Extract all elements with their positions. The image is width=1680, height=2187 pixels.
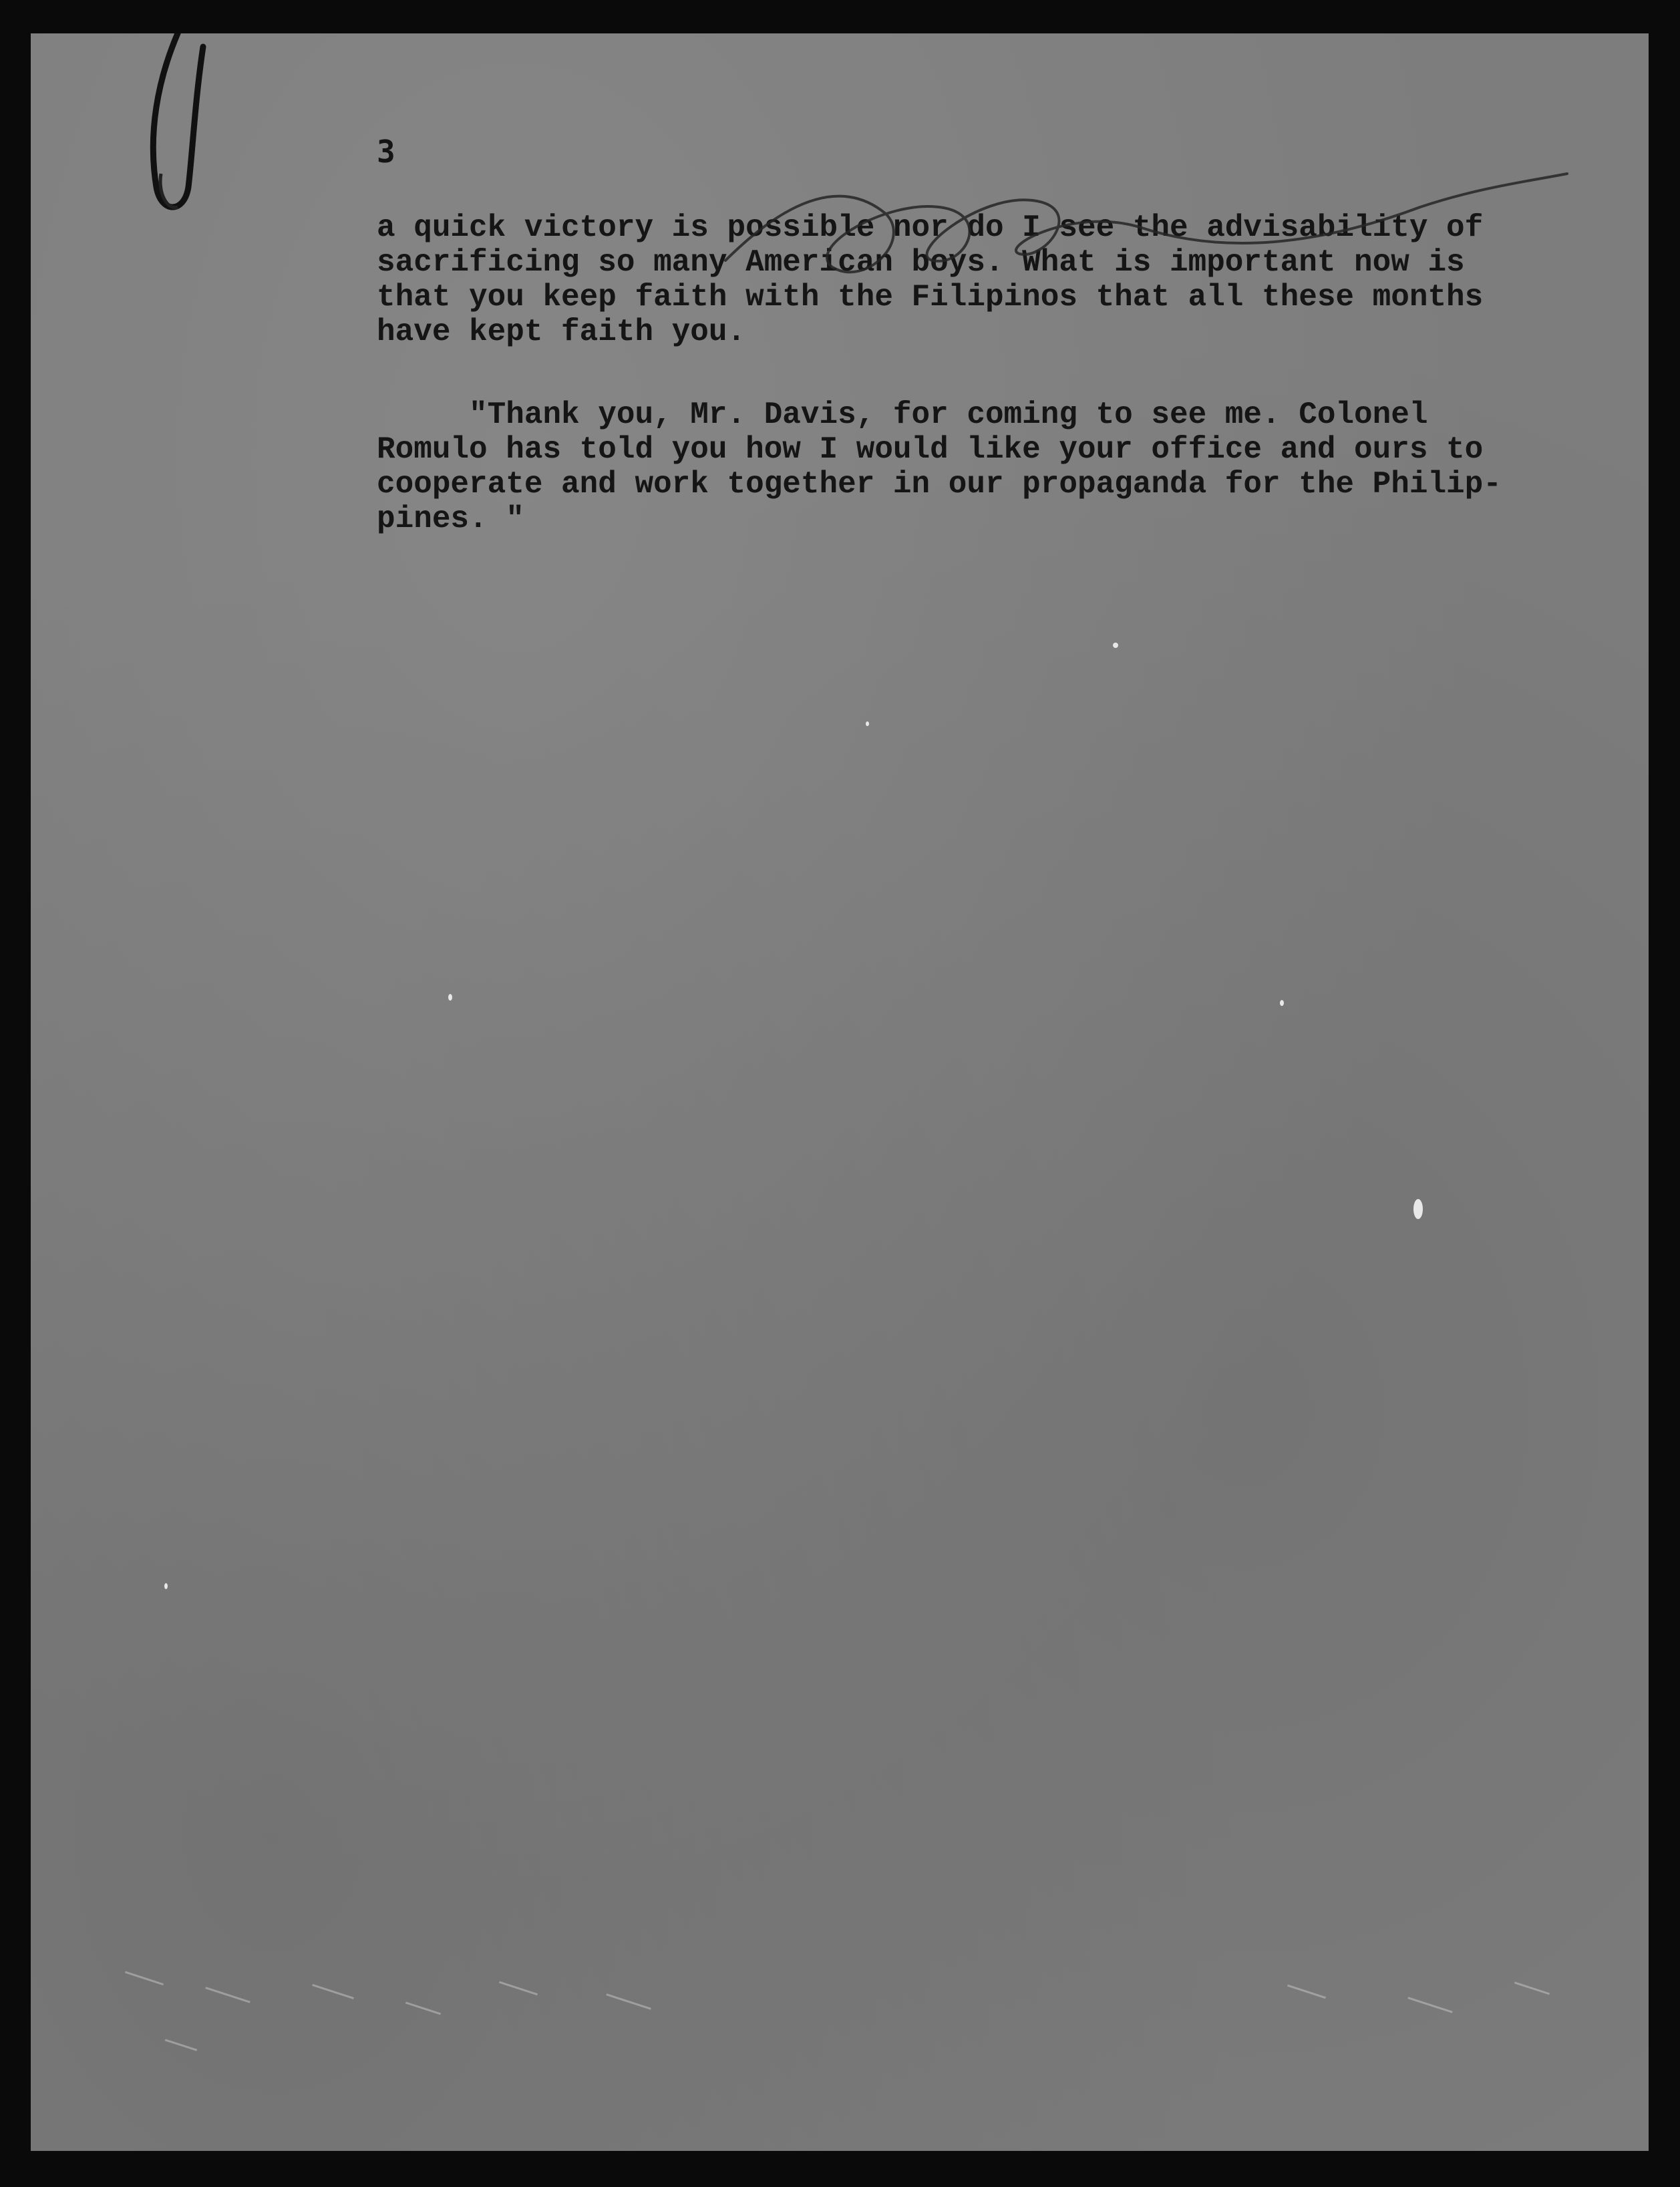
scan-streak (1287, 1985, 1326, 1999)
paperclip-mark-icon (131, 33, 211, 240)
body-paragraph: "Thank you, Mr. Davis, for coming to see me. Colonel Romulo has told you how I would like your office and ours to cooperate and work together in our propaganda for the Philip- pines. " (377, 397, 1502, 536)
scan-streak (1514, 1982, 1550, 1995)
scan-speck (1113, 643, 1118, 648)
scan-streak (606, 1993, 651, 2009)
scan-streak (405, 2002, 441, 2015)
scan-streak (125, 1971, 164, 1985)
scan-speck (1280, 1000, 1284, 1006)
scan-streak (1407, 1997, 1453, 2013)
scan-streak (165, 2039, 197, 2051)
scan-streak (312, 1984, 354, 1999)
page-number: 3 (377, 134, 395, 170)
scan-streak (205, 1987, 250, 2003)
scan-speck (164, 1583, 168, 1589)
scan-streak (499, 1981, 538, 1995)
scan-speck (1413, 1199, 1423, 1219)
body-paragraph: a quick victory is possible nor do I see the advisability of sacrificing so many American boys. What is important now is that you keep faith with the Filipinos that all these months have kept faith you. (377, 210, 1484, 349)
scan-speck (866, 721, 869, 726)
scan-speck (448, 994, 452, 1001)
paper-page (31, 33, 1649, 2151)
